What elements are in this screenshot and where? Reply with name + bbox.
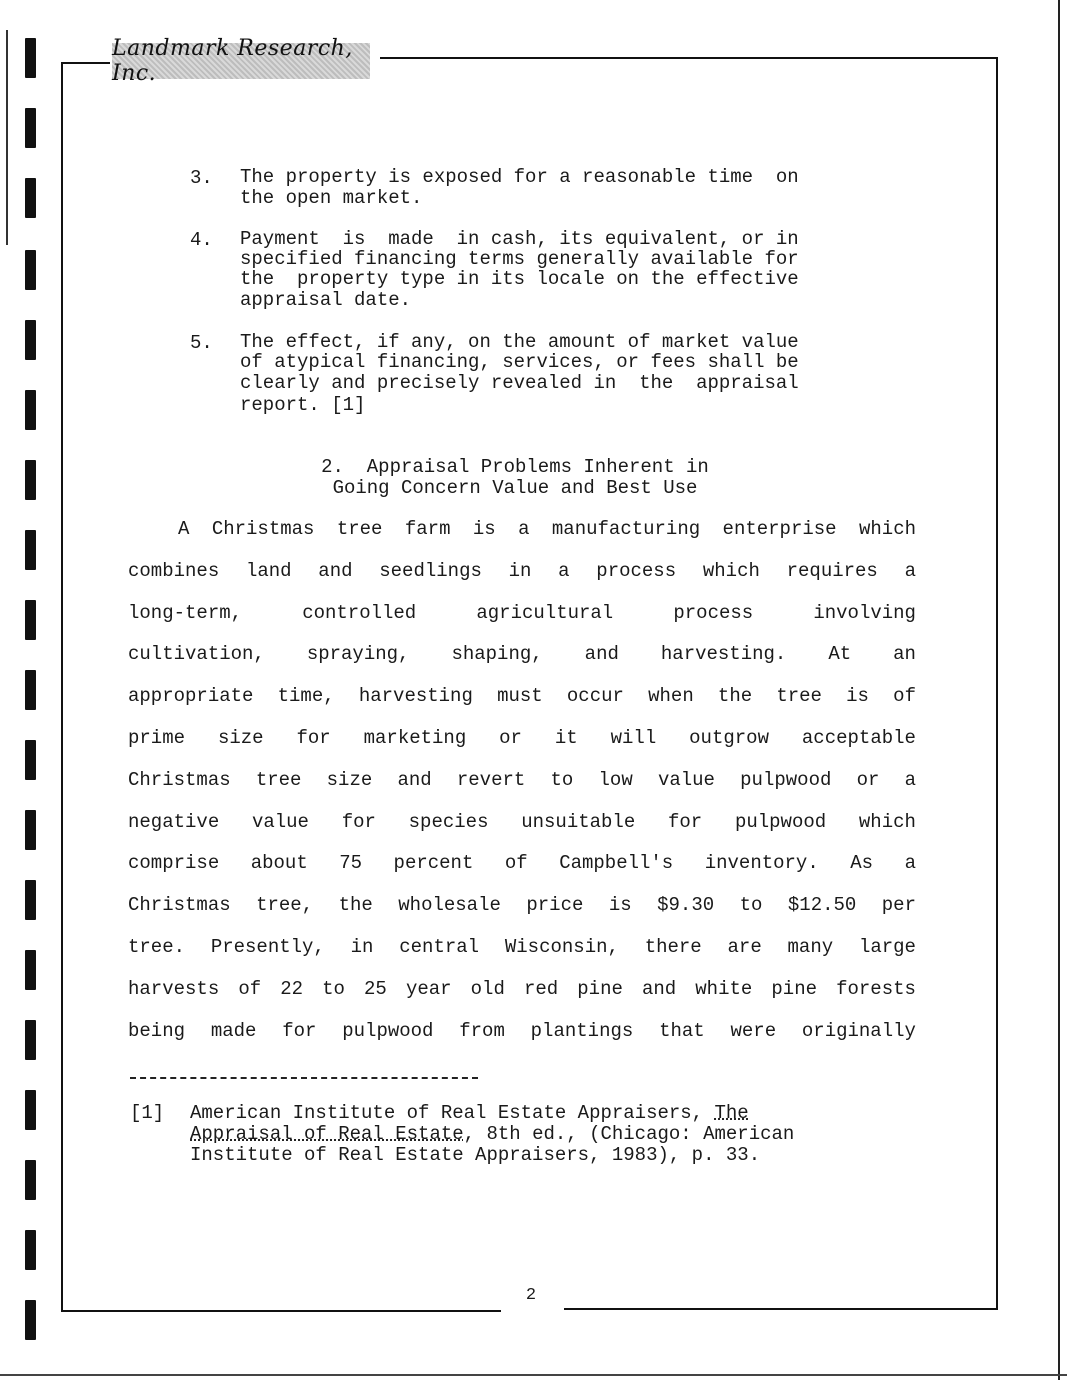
binding-hole [25, 320, 36, 360]
footnote-marker: [1] [130, 1102, 165, 1124]
body-word: a [904, 852, 916, 875]
body-word: Campbell's [559, 852, 674, 875]
body-word: comprise [128, 852, 220, 875]
body-line [128, 978, 916, 1000]
body-word: value [251, 810, 309, 833]
body-word: which [858, 518, 916, 540]
body-word: harvests [128, 977, 220, 1000]
body-line [128, 727, 916, 749]
binding-hole [25, 600, 36, 640]
body-word: per [881, 894, 916, 917]
body-word: time, [277, 685, 335, 708]
body-word: controlled [302, 601, 417, 624]
body-word: 75 [339, 852, 363, 875]
body-word: large [858, 936, 916, 958]
footnote-line-1 [190, 1103, 749, 1124]
binding-hole [25, 108, 36, 148]
list-item-line: the open market. [240, 187, 423, 209]
body-word: process [596, 559, 677, 582]
body-line [128, 643, 916, 665]
body-word: percent [393, 852, 474, 875]
binding-hole [25, 740, 36, 780]
body-word: Presently, [210, 936, 325, 958]
body-word: process [673, 601, 754, 624]
body-word: tree [255, 768, 302, 791]
body-word: pine [577, 977, 623, 1000]
body-word: long-term, [128, 601, 243, 624]
body-word: which [858, 810, 916, 833]
body-word: about [250, 852, 308, 875]
body-line [128, 602, 916, 624]
body-word: 25 [364, 977, 387, 1000]
list-item-line: appraisal date. [240, 289, 412, 311]
body-word: or [499, 727, 522, 749]
body-word: combines [128, 559, 220, 582]
body-word: seedlings [379, 559, 482, 582]
body-word: originally [801, 1019, 916, 1042]
list-item-line: report. [1] [240, 394, 366, 416]
body-word: for [341, 810, 376, 833]
body-line [128, 852, 916, 874]
list-item-number: 4. [190, 229, 213, 251]
list-item-line: The property is exposed for a reasonable time on [240, 166, 799, 188]
footnote-separator [130, 1077, 478, 1079]
body-word: in [350, 936, 374, 958]
binding-hole [25, 38, 36, 78]
body-word: when [648, 685, 694, 708]
footnote-text: American Institute of Real Estate Appraisers, [190, 1102, 715, 1124]
body-word: prime [128, 727, 186, 749]
binding-hole [25, 530, 36, 570]
body-word: and [584, 643, 619, 666]
footnote-line-2 [190, 1124, 794, 1145]
list-item-line: clearly and precisely revealed in the appraisal [240, 372, 799, 394]
body-word: is [846, 685, 869, 708]
body-word: harvesting [358, 685, 473, 708]
body-word: of [504, 852, 528, 875]
body-word: tree [336, 518, 383, 540]
body-word: were [730, 1019, 777, 1042]
body-word: pine [771, 977, 817, 1000]
body-word: a [518, 518, 530, 540]
list-item-line: The effect, if any, on the amount of market value [240, 331, 799, 353]
body-word: As [850, 852, 874, 875]
body-word: Christmas [211, 518, 315, 540]
body-word: and [318, 559, 353, 582]
binding-hole [25, 178, 36, 218]
body-word: in [508, 559, 532, 582]
body-word: manufacturing [551, 518, 701, 540]
body-word: spraying, [306, 643, 410, 666]
list-item-number: 3. [190, 167, 213, 189]
body-word: which [702, 559, 760, 582]
list-item-line: specified financing terms generally available for [240, 248, 799, 270]
frame-right-rule [996, 57, 998, 1309]
body-word: red [523, 977, 559, 1000]
frame-top-right-rule [380, 57, 998, 59]
binding-hole [25, 1160, 36, 1200]
body-word: appropriate [128, 685, 254, 708]
body-word: and [641, 977, 677, 1000]
binding-hole [25, 390, 36, 430]
body-word: for [296, 727, 331, 749]
binding-hole [25, 1300, 36, 1340]
body-word: land [245, 559, 292, 582]
body-word: forests [836, 977, 916, 1000]
body-word: $12.50 [787, 894, 857, 917]
list-item-line: the property type in its locale on the effective [240, 268, 799, 290]
footnote-book-title: The [714, 1102, 749, 1124]
frame-top-left-rule [62, 62, 110, 64]
body-word: occur [566, 685, 624, 708]
body-word: of [893, 685, 916, 708]
body-word: central [399, 936, 480, 958]
body-word: must [497, 685, 543, 708]
body-word: there [644, 936, 702, 958]
frame-bottom-right-rule [564, 1308, 998, 1310]
body-line [128, 769, 916, 791]
body-word: marketing [363, 727, 467, 749]
body-word: many [787, 936, 834, 958]
body-word: unsuitable [521, 810, 636, 833]
body-word: the [338, 894, 373, 917]
body-word: Wisconsin, [504, 936, 619, 958]
body-word: enterprise [722, 518, 837, 540]
body-word: At [828, 643, 852, 666]
body-word: shaping, [451, 643, 543, 666]
body-line [128, 936, 916, 958]
body-line [178, 518, 916, 540]
body-word: agricultural [476, 601, 614, 624]
list-item-line: Payment is made in cash, its equivalent, or in [240, 228, 799, 250]
body-word: being [128, 1019, 186, 1042]
body-word: of [238, 977, 262, 1000]
body-word: pulpwood [740, 768, 832, 791]
body-line [128, 894, 916, 916]
body-word: Christmas [128, 894, 231, 917]
body-word: cultivation, [128, 643, 265, 666]
body-word: are [727, 936, 762, 958]
body-word: harvesting. [660, 643, 787, 666]
body-word: revert [456, 768, 526, 791]
body-word: size [326, 768, 373, 791]
body-word: $9.30 [657, 894, 715, 917]
frame-bottom-left-rule [61, 1310, 501, 1312]
body-word: acceptable [801, 727, 916, 749]
page-number: 2 [525, 1286, 537, 1305]
body-word: to [322, 977, 345, 1000]
body-line [128, 560, 916, 582]
binding-hole [25, 1020, 36, 1060]
body-word: made [210, 1019, 257, 1042]
body-word: Christmas [128, 768, 231, 791]
footnote-text: , 8th ed., (Chicago: American [463, 1123, 795, 1145]
body-word: and [397, 768, 432, 791]
list-item-line: of atypical financing, services, or fees shall be [240, 351, 799, 373]
body-word: value [657, 768, 715, 791]
body-word: farm [404, 518, 451, 540]
body-word: pulpwood [734, 810, 827, 833]
body-word: A [178, 518, 190, 540]
body-word: a [904, 559, 916, 582]
body-word: will [610, 727, 657, 749]
body-line [128, 811, 916, 833]
body-word: price [526, 894, 584, 917]
body-word: involving [813, 601, 916, 624]
body-word: size [217, 727, 264, 749]
body-word: from [459, 1019, 505, 1042]
body-word: wholesale [398, 894, 501, 917]
footnote-line-3: Institute of Real Estate Appraisers, 1983), p. 33. [190, 1144, 761, 1166]
frame-left-rule [61, 62, 63, 1312]
body-word: for [282, 1019, 317, 1042]
section-heading-line-1: 2. Appraisal Problems Inherent in [321, 456, 709, 478]
binding-hole [25, 810, 36, 850]
section-heading-line-2: Going Concern Value and Best Use [332, 477, 698, 499]
binding-hole [25, 1230, 36, 1270]
body-word: a [558, 559, 570, 582]
body-word: negative [128, 810, 220, 833]
binding-hole [25, 1090, 36, 1130]
body-word: it [554, 727, 578, 749]
body-word: an [893, 643, 916, 666]
body-word: plantings [530, 1019, 634, 1042]
body-word: tree, [256, 894, 314, 917]
page-edge-bottom [0, 1374, 1067, 1376]
body-word: year [405, 977, 452, 1000]
binding-hole [25, 880, 36, 920]
list-item-number: 5. [190, 332, 213, 354]
body-word: the [717, 685, 753, 708]
body-word: requires [786, 559, 878, 582]
page-edge-right [1058, 0, 1060, 1380]
body-line [128, 1020, 916, 1042]
body-word: is [472, 518, 496, 540]
binding-hole [25, 950, 36, 990]
body-word: low [598, 768, 633, 791]
body-word: inventory. [704, 852, 819, 875]
body-word: outgrow [689, 727, 769, 749]
body-word: species [408, 810, 489, 833]
body-line [128, 685, 916, 707]
body-word: old [470, 977, 505, 1000]
body-word: tree. [128, 936, 186, 958]
body-word: that [659, 1019, 705, 1042]
body-word: tree [776, 685, 822, 708]
body-word: 22 [280, 977, 304, 1000]
footnote-book-title: Appraisal of Real Estate [190, 1123, 464, 1145]
body-word: or [856, 768, 880, 791]
body-word: for [667, 810, 703, 833]
body-word: is [608, 894, 632, 917]
body-word: pulpwood [342, 1019, 434, 1042]
body-word: a [904, 768, 916, 791]
body-word: to [739, 894, 763, 917]
company-logo: Landmark Research, Inc. [112, 43, 370, 79]
binding-hole [25, 250, 36, 290]
body-word: to [550, 768, 574, 791]
binding-hole [25, 670, 36, 710]
body-word: white [695, 977, 753, 1000]
page-edge-left [6, 30, 8, 245]
